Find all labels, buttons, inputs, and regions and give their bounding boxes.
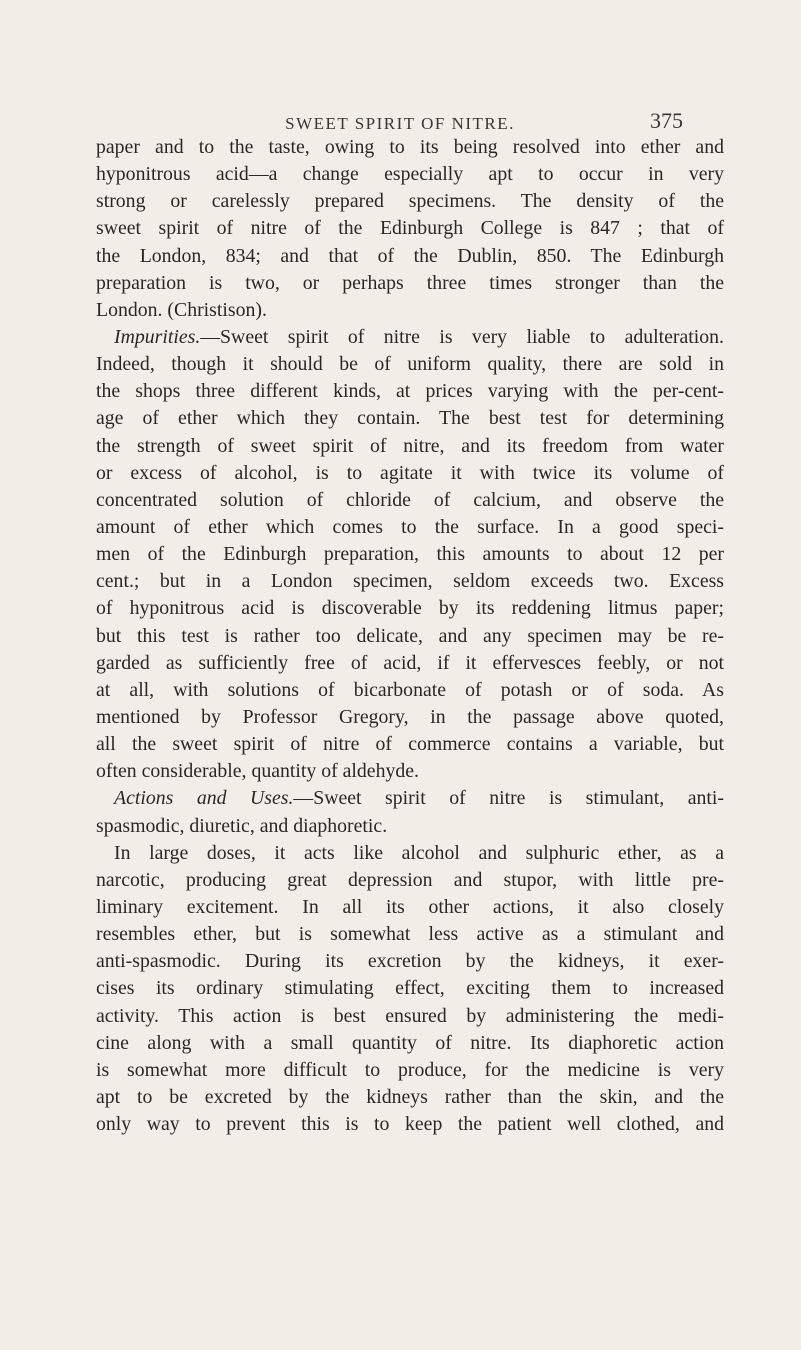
text-line	[96, 704, 724, 731]
text-line	[96, 188, 724, 215]
text-line	[96, 1003, 724, 1030]
line-text: men of the Edinburgh preparation, this amounts to about 12 per	[96, 543, 724, 566]
text-line	[96, 297, 724, 324]
line-text: In large doses, it acts like alcohol and sulphuric ether, as a	[114, 841, 724, 864]
line-text: preparation is two, or perhaps three times stronger than the	[96, 271, 724, 294]
line-text: spasmodic, diuretic, and diaphoretic.	[96, 814, 388, 837]
section-heading: Impurities.	[114, 325, 201, 348]
line-text: anti-spasmodic. During its excretion by the kidneys, it exer-	[96, 950, 724, 973]
text-line	[96, 568, 724, 595]
text-line	[96, 785, 724, 812]
line-text: age of ether which they contain. The best test for determining	[96, 407, 724, 430]
text-line	[96, 1057, 724, 1084]
text-line	[96, 405, 724, 432]
text-line	[96, 758, 724, 785]
line-text: strong or carelessly prepared specimens. The density of the	[96, 190, 724, 213]
text-line	[96, 378, 724, 405]
text-line	[96, 677, 724, 704]
line-text: the strength of sweet spirit of nitre, and its freedom from water	[96, 434, 724, 457]
text-line	[96, 975, 724, 1002]
text-line	[96, 134, 724, 161]
line-text: hyponitrous acid—a change especially apt to occur in very	[96, 163, 724, 186]
line-text: narcotic, producing great depression and stupor, with little pre-	[96, 868, 724, 891]
line-text: at all, with solutions of bicarbonate of potash or of soda. As	[96, 678, 724, 701]
line-text: often considerable, quantity of aldehyde.	[96, 760, 419, 783]
line-text: the London, 834; and that of the Dublin, 850. The Edinburgh	[96, 244, 724, 267]
text-line	[96, 1084, 724, 1111]
line-text: garded as sufficiently free of acid, if it effervesces feebly, or not	[96, 651, 724, 674]
line-text: —Sweet spirit of nitre is very liable to adulteration.	[200, 325, 724, 348]
text-line	[96, 595, 724, 622]
text-line	[96, 215, 724, 242]
text-line	[96, 487, 724, 514]
text-line	[96, 731, 724, 758]
text-line	[96, 541, 724, 568]
line-text: but this test is rather too delicate, and any specimen may be re-	[96, 624, 724, 647]
line-text: amount of ether which comes to the surface. In a good speci-	[96, 515, 724, 538]
text-line	[96, 1111, 724, 1138]
text-line	[96, 894, 724, 921]
line-text: the shops three different kinds, at prices varying with the per-cent-	[96, 380, 724, 403]
text-line	[96, 433, 724, 460]
page-number: 375	[650, 108, 683, 133]
line-text: activity. This action is best ensured by administering the medi-	[96, 1004, 724, 1027]
line-text: cent.; but in a London specimen, seldom exceeds two. Excess	[96, 570, 724, 593]
line-text: mentioned by Professor Gregory, in the passage above quoted,	[96, 705, 724, 728]
text-line	[96, 813, 724, 840]
line-text: cises its ordinary stimulating effect, exciting them to increased	[96, 977, 724, 1000]
line-text: London. (Christison).	[96, 298, 267, 321]
line-text: or excess of alcohol, is to agitate it with twice its volume of	[96, 461, 724, 484]
text-line	[96, 460, 724, 487]
text-line	[96, 243, 724, 270]
body-text	[96, 134, 724, 1138]
text-line	[96, 623, 724, 650]
line-text: cine along with a small quantity of nitre. Its diaphoretic action	[96, 1031, 724, 1054]
line-text: —Sweet spirit of nitre is stimulant, anti-	[293, 787, 724, 810]
text-line	[96, 650, 724, 677]
line-text: of hyponitrous acid is discoverable by its reddening litmus paper;	[96, 597, 724, 620]
line-text: all the sweet spirit of nitre of commerce contains a variable, but	[96, 733, 724, 756]
line-text: concentrated solution of chloride of calcium, and observe the	[96, 488, 724, 511]
line-text: Indeed, though it should be of uniform quality, there are sold in	[96, 353, 724, 376]
line-text: liminary excitement. In all its other actions, it also closely	[96, 895, 724, 918]
line-text: is somewhat more difficult to produce, for the medicine is very	[96, 1058, 724, 1081]
text-line	[96, 948, 724, 975]
text-line	[96, 1030, 724, 1057]
line-text: resembles ether, but is somewhat less active as a stimulant and	[96, 923, 724, 946]
line-text: sweet spirit of nitre of the Edinburgh College is 847 ; that of	[96, 217, 724, 240]
line-text: apt to be excreted by the kidneys rather than the skin, and the	[96, 1085, 724, 1108]
running-head: SWEET SPIRIT OF NITRE.	[285, 114, 515, 133]
line-text: paper and to the taste, owing to its being resolved into ether and	[96, 136, 724, 158]
text-line	[96, 270, 724, 297]
text-line	[96, 514, 724, 541]
text-line	[96, 351, 724, 378]
text-line	[96, 867, 724, 894]
text-line	[96, 161, 724, 188]
line-text: only way to prevent this is to keep the patient well clothed, and	[96, 1113, 724, 1136]
section-heading: Actions and Uses.	[114, 787, 294, 810]
text-line	[96, 840, 724, 867]
text-line	[96, 324, 724, 351]
text-line	[96, 921, 724, 948]
